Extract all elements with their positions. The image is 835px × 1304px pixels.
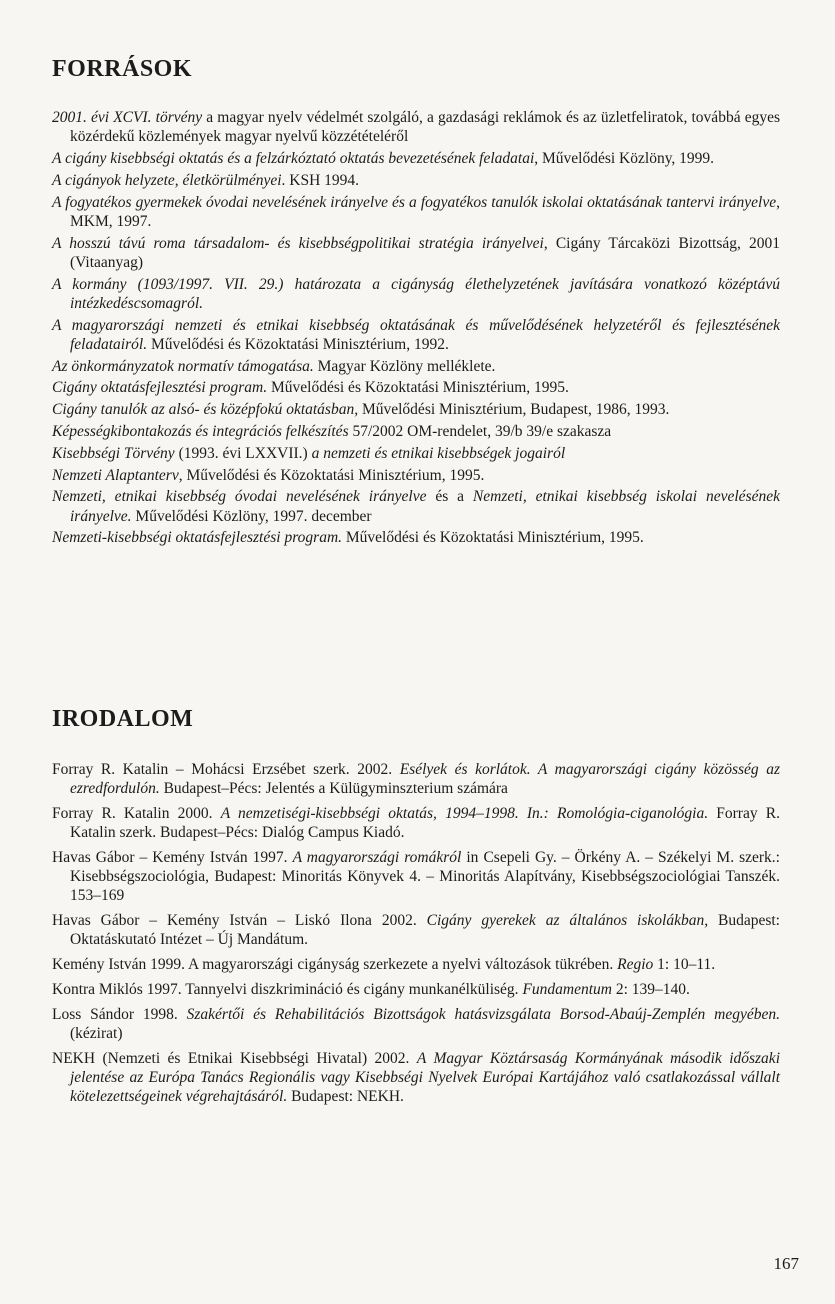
source-entry bbox=[52, 149, 780, 168]
entry-segment: Az önkormányzatok normatív támogatása. bbox=[52, 357, 314, 375]
source-entry bbox=[52, 108, 780, 146]
entry-segment: Fundamentum bbox=[522, 981, 612, 998]
entry-segment: Forray R. Katalin 2000. bbox=[52, 805, 221, 822]
entry-segment: Művelődési és Közoktatási Minisztérium, 1995. bbox=[342, 529, 644, 547]
entry-segment: Budapest: Oktatáskutató Intézet – Új Mandátum. bbox=[70, 912, 780, 949]
entry-segment: A cigány kisebbségi oktatás és a felzárkóztató oktatás bevezetésének feladatai bbox=[52, 150, 535, 167]
entry-segment: a nemzeti és etnikai kisebbségek jogairól bbox=[311, 444, 566, 462]
entry-segment: Művelődési és Közoktatási Minisztérium, 1992. bbox=[147, 335, 449, 353]
literature-entry bbox=[52, 911, 780, 949]
entry-segment: Nemzeti, etnikai kisebbség óvodai nevelésének irányelve bbox=[52, 488, 427, 506]
entry-segment: A fogyatékos gyermekek óvodai nevelésének irányelve és a fogyatékos tanulók iskolai oktatásának tantervi irányelve bbox=[52, 193, 777, 211]
source-entry bbox=[52, 400, 780, 419]
entry-segment: A nemzetiségi-kisebbségi oktatás, 1994–1998. In.: Romológia-ciganológia. bbox=[220, 805, 709, 822]
entry-segment: Cigány gyerekek az általános iskolákban, bbox=[426, 912, 709, 930]
entry-segment: Kemény István 1999. A magyarországi cigányság szerkezete a nyelvi változások tükrében. bbox=[52, 956, 618, 974]
entry-segment: Esélyek és korlátok. A magyarországi cigány közösség az ezredfordulón. bbox=[70, 761, 780, 798]
source-entry bbox=[52, 171, 780, 190]
entry-segment: Budapest–Pécs: Jelentés a Külügyminszterium számára bbox=[159, 780, 508, 798]
literature-entry bbox=[52, 760, 780, 798]
source-entry bbox=[52, 378, 780, 397]
entry-segment: Kisebbségi Törvény bbox=[52, 444, 175, 462]
page-number: 167 bbox=[773, 1254, 799, 1273]
literature-entry bbox=[52, 848, 780, 906]
entry-segment: 1: 10–11. bbox=[653, 956, 716, 974]
entry-segment: Loss Sándor 1998. bbox=[52, 1005, 187, 1023]
source-entry bbox=[52, 487, 780, 525]
source-entry bbox=[52, 316, 780, 354]
entry-segment: és a bbox=[426, 488, 473, 506]
literature-entry bbox=[52, 980, 780, 999]
source-entry bbox=[52, 466, 780, 485]
entry-segment: Havas Gábor – Kemény István – Liskó Ilona 2002. bbox=[52, 912, 427, 930]
entry-segment: Szakértői és Rehabilitációs Bizottságok hatásvizsgálata Borsod-Abaúj-Zemplén megyében. bbox=[186, 1005, 780, 1023]
entry-segment: Kontra Miklós 1997. Tannyelvi diszkrimináció és cigány munkanélküliség. bbox=[52, 981, 523, 998]
entry-segment: A magyarországi romákról bbox=[292, 849, 462, 866]
entry-segment: A kormány (1093/1997. VII. 29.) határozata a cigányság élethelyzetének javítására vonatkozó középtávú intézkedéscsomagról. bbox=[52, 275, 780, 312]
section-heading-literature: IRODALOM bbox=[52, 706, 194, 732]
entry-segment: 57/2002 OM-rendelet, 39/b 39/e szakasza bbox=[348, 422, 612, 440]
entry-segment: a magyar nyelv védelmét szolgáló, a gazdasági reklámok és az üzletfeliratok, továbbá egyes közérdekű közlemények magyar nyelvű közzétételéről bbox=[70, 109, 780, 146]
entry-segment: in Csepeli Gy. – Örkény A. – Székelyi M. szerk.: Kisebbségszociológia, Budapest: Minoritás Könyvek 4. – Minoritás Alapítvány, Kisebbségszociológiai Tanszék. 153–169 bbox=[70, 849, 780, 905]
entry-segment: Művelődési Közlöny, 1997. december bbox=[131, 507, 372, 525]
entry-segment: Művelődési és Közoktatási Minisztérium, 1995. bbox=[267, 379, 569, 397]
section-heading-sources: FORRÁSOK bbox=[52, 56, 193, 82]
literature-entry bbox=[52, 1049, 780, 1107]
entry-segment: Nemzeti-kisebbségi oktatásfejlesztési program. bbox=[52, 529, 343, 547]
entry-segment: A cigányok helyzete, életkörülményei bbox=[52, 171, 282, 189]
literature-entry bbox=[52, 804, 780, 842]
entry-segment: Cigány tanulók az alsó- és középfokú oktatásban, bbox=[52, 401, 359, 419]
source-entry bbox=[52, 422, 780, 441]
entry-segment: Cigány oktatásfejlesztési program. bbox=[52, 379, 268, 397]
entry-segment: Magyar Közlöny melléklete. bbox=[313, 357, 496, 375]
sources-list bbox=[52, 108, 780, 550]
entry-segment: A Magyar Köztársaság Kormányának második időszaki jelentése az Európa Tanács Regionális vagy Kisebbségi Nyelvek Európai Kartájához való csatlakozással vállalt kötelezettségeinek végrehajtásáról. bbox=[70, 1049, 780, 1106]
entry-segment: , Művelődési és Közoktatási Minisztérium, 1995. bbox=[178, 466, 485, 484]
entry-segment: Nemzeti Alaptanterv bbox=[52, 466, 179, 484]
source-entry bbox=[52, 193, 780, 231]
entry-segment: NEKH (Nemzeti és Etnikai Kisebbségi Hivatal) 2002. bbox=[52, 1049, 417, 1067]
entry-segment: Regio bbox=[617, 956, 654, 974]
entry-segment: Forray R. Katalin – Mohácsi Erzsébet szerk. 2002. bbox=[52, 761, 400, 778]
entry-segment: . KSH 1994. bbox=[281, 171, 360, 189]
entry-segment: A magyarországi nemzeti és etnikai kisebbség oktatásának és művelődésének helyzetéről és fejlesztésének feladatairól. bbox=[52, 316, 780, 353]
entry-segment: Művelődési Minisztérium, Budapest, 1986, 1993. bbox=[358, 401, 670, 419]
entry-segment: , Művelődési Közlöny, 1999. bbox=[534, 150, 715, 167]
entry-segment: Forray R. Katalin szerk. Budapest–Pécs: Dialóg Campus Kiadó. bbox=[70, 805, 780, 842]
entry-segment: 2: 139–140. bbox=[611, 981, 690, 998]
entry-segment: , MKM, 1997. bbox=[70, 193, 780, 230]
source-entry bbox=[52, 357, 780, 376]
source-entry bbox=[52, 275, 780, 313]
entry-segment: A hosszú távú roma társadalom- és kisebbségpolitikai stratégia irányelvei bbox=[52, 234, 544, 252]
entry-segment: , Cigány Tárcaközi Bizottság, 2001 (Vitaanyag) bbox=[70, 234, 780, 271]
entry-segment: Havas Gábor – Kemény István 1997. bbox=[52, 849, 293, 866]
literature-entry bbox=[52, 1005, 780, 1043]
source-entry bbox=[52, 444, 780, 463]
entry-segment: (1993. évi LXXVII.) bbox=[174, 444, 312, 462]
source-entry bbox=[52, 528, 780, 547]
literature-list bbox=[52, 760, 780, 1112]
entry-segment: Nemzeti, etnikai kisebbség iskolai nevelésének irányelve. bbox=[70, 488, 780, 525]
entry-segment: Képességkibontakozás és integrációs felkészítés bbox=[52, 422, 349, 440]
entry-segment: 2001. évi XCVI. törvény bbox=[52, 109, 203, 126]
entry-segment: Budapest: NEKH. bbox=[287, 1088, 404, 1106]
source-entry bbox=[52, 234, 780, 272]
entry-segment: (kézirat) bbox=[70, 1025, 123, 1042]
literature-entry bbox=[52, 955, 780, 974]
